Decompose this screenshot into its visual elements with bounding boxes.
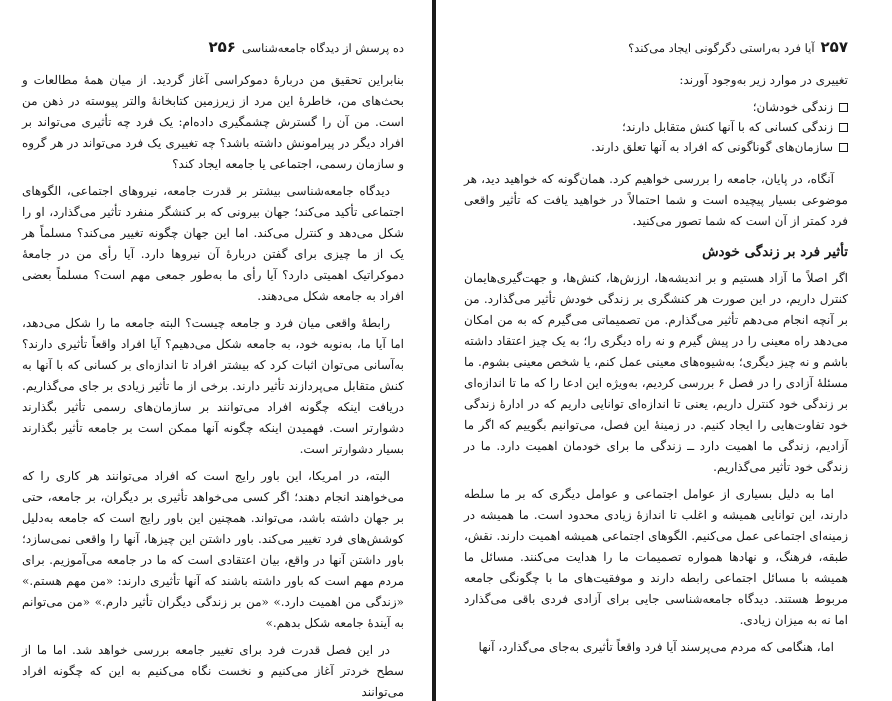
checkbox-bullet-icon: [839, 143, 848, 152]
section-heading: تأثیر فرد بر زندگی خودش: [702, 244, 848, 260]
left-page-number: ۲۵۶: [208, 38, 236, 56]
left-page: [0, 0, 432, 701]
left-page-header: [22, 38, 404, 56]
checkbox-bullet-icon: [839, 103, 848, 112]
list-item: سازمان‌های گوناگونی که افراد به آنها تعلق دارند.: [464, 137, 848, 157]
left-paragraph: در این فصل قدرت فرد برای تغییر جامعه بررسی خواهد شد. اما ما از سطح خردتر آغاز می‌کنیم و نخست نگاه می‌کنیم به این که چگونه افراد می‌توانند: [22, 643, 404, 699]
left-paragraph: دیدگاه جامعه‌شناسی بیشتر بر قدرت جامعه، نیروهای اجتماعی، الگوهای اجتماعی تأکید می‌کند؛ جهان بیرونی که بر کنشگر منفرد تأثیر می‌گذارد، او را شکل می‌دهد و کنترل می‌کند. اما این جهان چگونه تغییر می‌کند؟ مسلماً هر یک از ما چیزی برای گفتن دربارهٔ آن نیروها دارد. آیا رأی من در جامعهٔ دموکراتیک اهمیتی دارد؟ آیا رأی ما به‌طور جمعی مهم است؟ مسلماً بعضی افراد به جامعه شکل می‌دهند.: [22, 184, 404, 303]
right-paragraph: اما، هنگامی که مردم می‌پرسند آیا فرد واقعاً تأثیری به‌جای می‌گذارد، آنها: [478, 640, 834, 654]
checkbox-bullet-icon: [839, 123, 848, 132]
left-paragraph: البته، در امریکا، این باور رایج است که افراد می‌توانند هر کاری را که می‌خواهند انجام دهند؛ اگر کسی می‌خواهد تأثیری بر دیگران، بر جامعه، حتی بر جهان داشته باشد، می‌تواند. همچنین این باور رایج است که جامعه به‌دلیل کوشش‌های فرد تغییر می‌کند. باور داشتن این چیزها، آنها را واقعی نمی‌سازد؛ باور داشتن آنها در واقع، بیان اعتقادی است که ما در جامعه می‌آموزیم. برای مردم مهم است که باور داشته باشند که آنها تأثیری دارند: «من مهم هستم.» «زندگی من اهمیت دارد.» «من بر زندگی دیگران تأثیر دارم.» «من می‌توانم به آیندهٔ جامعه شکل بدهم.»: [22, 469, 405, 630]
right-paragraph: آنگاه، در پایان، جامعه را بررسی خواهیم کرد. همان‌گونه که خواهید دید، هر موضوعی بسیار پیچیده است و شما احتمالاً در خواهید یافت که تأثیر واقعی فرد کمتر از آن است که شما تصور می‌کنید.: [464, 172, 848, 228]
right-intro-text: تغییری در موارد زیر به‌وجود آورند:: [679, 73, 848, 87]
right-running-title: آیا فرد به‌راستی دگرگونی ایجاد می‌کند؟: [628, 41, 815, 55]
bullet-list: [464, 97, 848, 157]
left-running-title: ده پرسش از دیدگاه جامعه‌شناسی: [241, 41, 404, 55]
book-spine-divider: [432, 0, 436, 701]
list-item: زندگی کسانی که با آنها کنش متقابل دارند؛: [464, 117, 848, 137]
left-paragraph: رابطهٔ واقعی میان فرد و جامعه چیست؟ البته جامعه ما را شکل می‌دهد، اما آیا ما، به‌نوبه خود، به جامعه شکل می‌دهیم؟ آیا افراد واقعاً تأثیری دارند؟ به‌آسانی می‌توان اثبات کرد که بیشتر افراد تا اندازه‌ای بر کسانی که با آنها به کنش متقابل می‌پردازند تأثیر دارند. برخی از ما تأثیر زیادی بر جای می‌گذاریم. دریافت اینکه چگونه افراد می‌توانند بر سازمان‌های رسمی تأثیر بگذارند دشوارتر است. فهمیدن اینکه چگونه آنها ممکن است بر جامعه تأثیر بگذارند بسیار دشوارتر است.: [22, 316, 404, 456]
right-page-number: ۲۵۷: [820, 38, 848, 56]
right-paragraph: اگر اصلاً ما آزاد هستیم و بر اندیشه‌ها، ارزش‌ها، کنش‌ها، و جهت‌گیری‌هایمان کنترل داریم، در این صورت هر کنشگری بر زندگی خودش تأثیر می‌گذارد. من بر آنچه انجام می‌دهم تأثیر می‌گذارم. من تصمیماتی می‌گیرم که به من امکان می‌دهد راه معینی را در پیش گیرم و نه راه دیگری را؛ به یک چیز اعتقاد داشته باشم و نه چیز دیگری؛ به‌شیوه‌های معینی عمل کنم، یا شخص معینی بشوم. ما مسئلهٔ آزادی را در فصل ۶ بررسی کردیم، به‌ویژه این ادعا را که ما تا اندازه‌ای بر زندگی خود کنترل داریم، یعنی تا اندازه‌ای توانایی داریم که در ادارهٔ زندگی خود تفاوت‌هایی را ایجاد کنیم. در زمینهٔ این فصل، می‌توانیم بگوییم که اگر ما آزادیم، زندگی ما اهمیت دارد ــ زندگی ما برای خودمان اهمیت دارد. ما در زندگی خود تأثیر می‌گذاریم.: [464, 271, 848, 474]
right-page: [438, 0, 892, 701]
list-item: زندگی خودشان؛: [464, 97, 848, 117]
right-paragraph: اما به دلیل بسیاری از عوامل اجتماعی و عوامل دیگری که بر ما سلطه دارند، این توانایی همیشه و اغلب تا اندازهٔ زیادی محدود است. ما همیشه در زمینه‌ای اجتماعی عمل می‌کنیم. الگوهای اجتماعی همیشه اهمیت دارند. نقش، طبقه، فرهنگ، و نهادها همواره تصمیمات ما را هدایت می‌کنند. مسائل ما همیشه با مسائل اجتماعی رابطه دارند و موفقیت‌های ما با چگونگی جامعه مربوط هستند. دیدگاه جامعه‌شناسی جایی برای آزادی فردی باقی می‌گذارد اما نه به میزان زیادی.: [464, 487, 848, 627]
right-page-header: [464, 38, 848, 56]
left-paragraph: بنابراین تحقیق من دربارهٔ دموکراسی آغاز گردید. از میان همهٔ مطالعات و بحث‌های من، خاطرهٔ این مرد از زیرزمین کتابخانهٔ والتر پیوسته در ذهن من است. من آن را گسترش چشمگیری داده‌ام: یک فرد چه تأثیری می‌تواند بر افراد دیگر در پیرامونش داشته باشد؟ چه تغییری یک فرد می‌تواند در هر گروه و سازمان رسمی، اجتماعی یا جامعه ایجاد کند؟: [22, 73, 404, 171]
